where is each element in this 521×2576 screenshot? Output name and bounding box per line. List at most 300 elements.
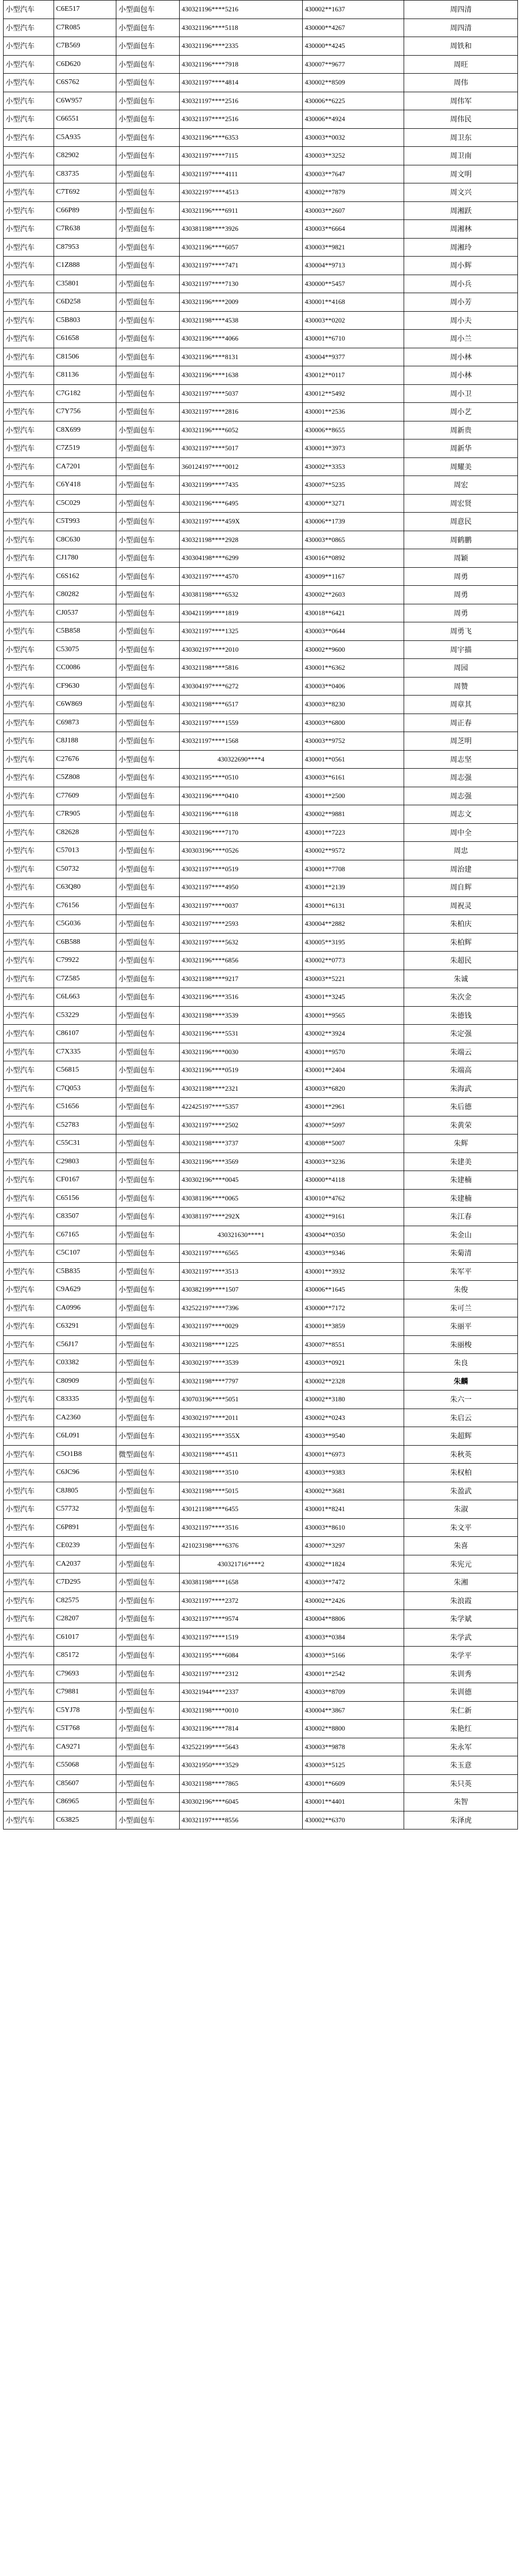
table-row [4,1354,518,1372]
plate-number-cell: C6S162 [54,567,116,586]
owner-name-cell: 周小卫 [404,384,518,403]
owner-name-cell: 朱淑 [404,1500,518,1519]
account-number-cell: 430007**5097 [303,1116,404,1134]
table-row [4,74,518,92]
table-row [4,421,518,439]
owner-name-cell: 周四清 [404,1,518,19]
plate-number-cell: C67165 [54,1226,116,1244]
account-number-cell: 430009**1167 [303,567,404,586]
plate-number-cell: C80282 [54,586,116,604]
owner-name-cell: 朱权柏 [404,1464,518,1482]
body-type-cell: 小型面包车 [116,860,180,878]
owner-name-cell: 朱金山 [404,1226,518,1244]
account-number-cell: 430006**6225 [303,92,404,110]
vehicle-type-cell: 小型汽车 [4,586,54,604]
id-number-cell: 430321197****4814 [179,74,302,92]
account-number-cell: 430001**3973 [303,439,404,458]
table-row [4,494,518,513]
body-type-cell: 小型面包车 [116,1354,180,1372]
table-row [4,1774,518,1793]
vehicle-type-cell: 小型汽车 [4,750,54,769]
owner-name-cell: 朱海武 [404,1079,518,1098]
owner-name-cell: 周伟 [404,74,518,92]
vehicle-type-cell: 小型汽车 [4,384,54,403]
owner-name-cell: 周宏 [404,476,518,495]
account-number-cell: 430003**2607 [303,201,404,220]
vehicle-type-cell: 小型汽车 [4,494,54,513]
plate-number-cell: C5C029 [54,494,116,513]
id-number-cell: 430321198****5015 [179,1482,302,1500]
owner-name-cell: 周园 [404,659,518,677]
vehicle-type-cell: 小型汽车 [4,567,54,586]
account-number-cell: 430001**2961 [303,1098,404,1116]
account-number-cell: 430001**3245 [303,988,404,1007]
body-type-cell: 小型面包车 [116,586,180,604]
table-row [4,1793,518,1811]
vehicle-type-cell: 小型汽车 [4,1591,54,1610]
body-type-cell: 小型面包车 [116,732,180,751]
body-type-cell: 小型面包车 [116,110,180,129]
id-number-cell: 430321197****2502 [179,1116,302,1134]
vehicle-type-cell: 小型汽车 [4,220,54,239]
id-number-cell: 430321196****6495 [179,494,302,513]
account-number-cell: 430003**0644 [303,622,404,641]
plate-number-cell: C86107 [54,1025,116,1043]
table-row [4,1811,518,1829]
table-row [4,1500,518,1519]
account-number-cell: 430003**5166 [303,1647,404,1665]
vehicle-type-cell: 小型汽车 [4,74,54,92]
body-type-cell: 小型面包车 [116,1134,180,1153]
owner-name-cell: 朱建美 [404,1153,518,1171]
plate-number-cell: C6W957 [54,92,116,110]
account-number-cell: 430003**8709 [303,1683,404,1702]
body-type-cell: 小型面包车 [116,1006,180,1025]
account-number-cell: 430002**3681 [303,1482,404,1500]
table-row [4,183,518,202]
plate-number-cell: C8C630 [54,531,116,549]
plate-number-cell: C55C31 [54,1134,116,1153]
table-row [4,842,518,860]
table-row [4,1153,518,1171]
plate-number-cell: C6W869 [54,696,116,714]
owner-name-cell: 周赞 [404,677,518,696]
vehicle-type-cell: 小型汽车 [4,1,54,19]
account-number-cell: 430004**2882 [303,915,404,934]
owner-name-cell: 周芝明 [404,732,518,751]
table-row [4,696,518,714]
account-number-cell: 430000**4118 [303,1171,404,1190]
table-row [4,970,518,988]
id-number-cell: 430321197****5632 [179,933,302,952]
plate-number-cell: C6E517 [54,1,116,19]
plate-number-cell: C1Z888 [54,257,116,275]
account-number-cell: 430003**9383 [303,1464,404,1482]
id-number-cell: 430321197****2516 [179,92,302,110]
plate-number-cell: C83507 [54,1208,116,1226]
owner-name-cell: 周勇 [404,604,518,622]
plate-number-cell: C7R638 [54,220,116,239]
account-number-cell: 430001**2500 [303,787,404,805]
owner-name-cell: 朱智 [404,1793,518,1811]
body-type-cell: 小型面包车 [116,1043,180,1061]
id-number-cell: 430321198****3510 [179,1464,302,1482]
account-number-cell: 430002**8509 [303,74,404,92]
body-type-cell: 小型面包车 [116,1262,180,1281]
id-number-cell: 430321197****4570 [179,567,302,586]
account-number-cell: 430003**5221 [303,970,404,988]
plate-number-cell: C6D258 [54,293,116,312]
table-row [4,348,518,366]
vehicle-type-cell: 小型汽车 [4,19,54,37]
account-number-cell: 430003**0032 [303,128,404,147]
vehicle-type-cell: 小型汽车 [4,513,54,531]
owner-name-cell: 周铁和 [404,37,518,56]
body-type-cell: 小型面包车 [116,275,180,293]
table-row [4,805,518,824]
body-type-cell: 小型面包车 [116,1464,180,1482]
body-type-cell: 小型面包车 [116,915,180,934]
vehicle-table-body [4,1,518,1829]
table-row [4,384,518,403]
vehicle-type-cell: 小型汽车 [4,659,54,677]
account-number-cell: 430002**9881 [303,805,404,824]
body-type-cell: 小型面包车 [116,659,180,677]
plate-number-cell: C5B835 [54,1262,116,1281]
owner-name-cell: 周自辉 [404,878,518,897]
account-number-cell: 430003**0921 [303,1354,404,1372]
table-row [4,732,518,751]
owner-name-cell: 朱江春 [404,1208,518,1226]
account-number-cell: 430003**0202 [303,311,404,330]
owner-name-cell: 周宏贤 [404,494,518,513]
owner-name-cell: 朱柏庆 [404,915,518,934]
table-row [4,1756,518,1775]
vehicle-type-cell: 小型汽车 [4,1665,54,1683]
account-number-cell: 430007**3297 [303,1537,404,1555]
body-type-cell: 小型面包车 [116,1025,180,1043]
plate-number-cell: CF9630 [54,677,116,696]
body-type-cell: 小型面包车 [116,1665,180,1683]
body-type-cell: 小型面包车 [116,1683,180,1702]
owner-name-cell: 周伟民 [404,110,518,129]
plate-number-cell: C69873 [54,714,116,732]
body-type-cell: 小型面包车 [116,970,180,988]
id-number-cell: 430321197****0029 [179,1317,302,1336]
vehicle-type-cell: 小型汽车 [4,1811,54,1829]
account-number-cell: 430003**5125 [303,1756,404,1775]
owner-name-cell: 周志强 [404,787,518,805]
id-number-cell: 430321196****7814 [179,1720,302,1738]
body-type-cell: 小型面包车 [116,988,180,1007]
body-type-cell: 小型面包车 [116,1,180,19]
id-number-cell: 430321196****7918 [179,55,302,74]
plate-number-cell: C35801 [54,275,116,293]
account-number-cell: 430002**3924 [303,1025,404,1043]
account-number-cell: 430001**4168 [303,293,404,312]
id-number-cell: 430322197****4513 [179,183,302,202]
id-number-cell: 430321198****1225 [179,1335,302,1354]
owner-name-cell: 周小兵 [404,275,518,293]
owner-name-cell: 周宇描 [404,640,518,659]
id-number-cell: 430321196****6856 [179,952,302,970]
owner-name-cell: 周小芳 [404,293,518,312]
body-type-cell: 小型面包车 [116,1591,180,1610]
account-number-cell: 430007**8551 [303,1335,404,1354]
table-row [4,896,518,915]
body-type-cell: 小型面包车 [116,1500,180,1519]
id-number-cell: 430321197****0519 [179,860,302,878]
id-number-cell: 430381198****6532 [179,586,302,604]
plate-number-cell: C7Q053 [54,1079,116,1098]
id-number-cell: 430321198****5816 [179,659,302,677]
owner-name-cell: 朱德钱 [404,1006,518,1025]
id-number-cell: 430321197****1325 [179,622,302,641]
id-number-cell: 430321197****1519 [179,1628,302,1647]
id-number-cell: 430321197****1559 [179,714,302,732]
table-row [4,933,518,952]
account-number-cell: 430006**4924 [303,110,404,129]
id-number-cell: 430321197****7130 [179,275,302,293]
owner-name-cell: 朱定强 [404,1025,518,1043]
owner-name-cell: 周小辉 [404,257,518,275]
account-number-cell: 430003**3252 [303,147,404,165]
plate-number-cell: C63Q80 [54,878,116,897]
body-type-cell: 小型面包车 [116,823,180,842]
id-number-cell: 430321196****3516 [179,988,302,1007]
plate-number-cell: C82902 [54,147,116,165]
owner-name-cell: 周小夫 [404,311,518,330]
account-number-cell: 430001**6973 [303,1445,404,1464]
account-number-cell: 430006**1739 [303,513,404,531]
table-row [4,55,518,74]
table-row [4,1647,518,1665]
account-number-cell: 430001**2139 [303,878,404,897]
plate-number-cell: C61658 [54,330,116,348]
body-type-cell: 小型面包车 [116,1098,180,1116]
vehicle-type-cell: 小型汽车 [4,311,54,330]
plate-number-cell: CA2037 [54,1555,116,1573]
owner-name-cell: 朱文平 [404,1518,518,1537]
plate-number-cell: C63825 [54,1811,116,1829]
body-type-cell: 小型面包车 [116,330,180,348]
id-number-cell: 430321196****2009 [179,293,302,312]
body-type-cell: 小型面包车 [116,842,180,860]
plate-number-cell: C50732 [54,860,116,878]
table-row [4,1061,518,1080]
plate-number-cell: C27676 [54,750,116,769]
owner-name-cell: 周章其 [404,696,518,714]
body-type-cell: 小型面包车 [116,1647,180,1665]
body-type-cell: 小型面包车 [116,878,180,897]
body-type-cell: 小型面包车 [116,457,180,476]
owner-name-cell: 周鹤鹏 [404,531,518,549]
vehicle-type-cell: 小型汽车 [4,1464,54,1482]
body-type-cell: 小型面包车 [116,1518,180,1537]
vehicle-type-cell: 小型汽车 [4,842,54,860]
plate-number-cell: C76156 [54,896,116,915]
owner-name-cell: 朱只英 [404,1774,518,1793]
body-type-cell: 小型面包车 [116,1793,180,1811]
id-number-cell: 430321197****2372 [179,1591,302,1610]
account-number-cell: 430004**8806 [303,1610,404,1629]
table-row [4,1683,518,1702]
plate-number-cell: C5Z808 [54,769,116,787]
vehicle-type-cell: 小型汽车 [4,1409,54,1427]
account-number-cell: 430002**8800 [303,1720,404,1738]
plate-number-cell: C8J188 [54,732,116,751]
plate-number-cell: C57732 [54,1500,116,1519]
plate-number-cell: C83335 [54,1391,116,1409]
id-number-cell: 430321197****3516 [179,1518,302,1537]
plate-number-cell: C5A935 [54,128,116,147]
owner-name-cell: 朱学平 [404,1647,518,1665]
id-number-cell: 430321197****7471 [179,257,302,275]
id-number-cell: 430321197****3513 [179,1262,302,1281]
body-type-cell: 小型面包车 [116,1299,180,1317]
table-row [4,19,518,37]
table-row [4,1299,518,1317]
table-row [4,1720,518,1738]
owner-name-cell: 朱泽虎 [404,1811,518,1829]
account-number-cell: 430003**6161 [303,769,404,787]
body-type-cell: 小型面包车 [116,165,180,183]
plate-number-cell: C5YJ78 [54,1701,116,1720]
plate-number-cell: C28207 [54,1610,116,1629]
body-type-cell: 小型面包车 [116,696,180,714]
body-type-cell: 小型面包车 [116,1555,180,1573]
table-row [4,586,518,604]
plate-number-cell: C6D620 [54,55,116,74]
id-number-cell: 430302196****6045 [179,1793,302,1811]
plate-number-cell: C6L091 [54,1427,116,1446]
vehicle-type-cell: 小型汽车 [4,1244,54,1263]
id-number-cell: 430303196****0526 [179,842,302,860]
body-type-cell: 小型面包车 [116,1628,180,1647]
vehicle-type-cell: 小型汽车 [4,677,54,696]
body-type-cell: 小型面包车 [116,750,180,769]
owner-name-cell: 朱永军 [404,1738,518,1756]
body-type-cell: 小型面包车 [116,92,180,110]
account-number-cell: 430003**7472 [303,1573,404,1592]
account-number-cell: 430001**9565 [303,1006,404,1025]
id-number-cell: 430321196****1638 [179,366,302,385]
id-number-cell: 430321198****7865 [179,1774,302,1793]
vehicle-type-cell: 小型汽车 [4,1518,54,1537]
body-type-cell: 小型面包车 [116,622,180,641]
id-number-cell: 430381198****3926 [179,220,302,239]
plate-number-cell: C61017 [54,1628,116,1647]
owner-name-cell: 周小林 [404,366,518,385]
id-number-cell: 430381197****292X [179,1208,302,1226]
vehicle-registry-table [3,0,518,1829]
body-type-cell: 小型面包车 [116,19,180,37]
plate-number-cell: C57013 [54,842,116,860]
owner-name-cell: 周勇飞 [404,622,518,641]
account-number-cell: 430016**0892 [303,549,404,568]
owner-name-cell: 朱六一 [404,1391,518,1409]
plate-number-cell: C7X335 [54,1043,116,1061]
plate-number-cell: C5T768 [54,1720,116,1738]
table-row [4,311,518,330]
id-number-cell: 430322690****4 [179,750,302,769]
owner-name-cell: 朱盈武 [404,1482,518,1500]
vehicle-type-cell: 小型汽车 [4,1774,54,1793]
plate-number-cell: C52783 [54,1116,116,1134]
owner-name-cell: 朱良 [404,1354,518,1372]
id-number-cell: 430321197****4950 [179,878,302,897]
owner-name-cell: 朱训德 [404,1683,518,1702]
vehicle-type-cell: 小型汽车 [4,1500,54,1519]
account-number-cell: 430003**9540 [303,1427,404,1446]
account-number-cell: 430001**3859 [303,1317,404,1336]
id-number-cell: 430321196****0410 [179,787,302,805]
vehicle-type-cell: 小型汽车 [4,1628,54,1647]
vehicle-type-cell: 小型汽车 [4,1701,54,1720]
body-type-cell: 小型面包车 [116,439,180,458]
account-number-cell: 430012**5492 [303,384,404,403]
owner-name-cell: 朱宪元 [404,1555,518,1573]
account-number-cell: 430002**1637 [303,1,404,19]
owner-name-cell: 朱超民 [404,952,518,970]
owner-name-cell: 周中全 [404,823,518,842]
body-type-cell: 小型面包车 [116,1372,180,1391]
plate-number-cell: C6Y418 [54,476,116,495]
account-number-cell: 430002**9572 [303,842,404,860]
id-number-cell: 360124197****0012 [179,457,302,476]
id-number-cell: 430321630****1 [179,1226,302,1244]
table-row [4,220,518,239]
body-type-cell: 小型面包车 [116,567,180,586]
body-type-cell: 小型面包车 [116,1427,180,1446]
table-row [4,787,518,805]
vehicle-type-cell: 小型汽车 [4,1079,54,1098]
vehicle-type-cell: 小型汽车 [4,1354,54,1372]
owner-name-cell: 周四清 [404,19,518,37]
id-number-cell: 430321195****355X [179,1427,302,1446]
vehicle-type-cell: 小型汽车 [4,110,54,129]
id-number-cell: 430304197****6272 [179,677,302,696]
account-number-cell: 430008**5007 [303,1134,404,1153]
vehicle-type-cell: 小型汽车 [4,1793,54,1811]
account-number-cell: 430001**6131 [303,896,404,915]
body-type-cell: 小型面包车 [116,366,180,385]
id-number-cell: 430302196****0045 [179,1171,302,1190]
table-row [4,1226,518,1244]
plate-number-cell: C6JC96 [54,1464,116,1482]
vehicle-type-cell: 小型汽车 [4,1738,54,1756]
id-number-cell: 430321195****6084 [179,1647,302,1665]
owner-name-cell: 周湘林 [404,220,518,239]
vehicle-type-cell: 小型汽车 [4,732,54,751]
id-number-cell: 430321196****4066 [179,330,302,348]
owner-name-cell: 朱秋英 [404,1445,518,1464]
id-number-cell: 430382199****1507 [179,1281,302,1299]
vehicle-type-cell: 小型汽车 [4,128,54,147]
account-number-cell: 430002**6370 [303,1811,404,1829]
plate-number-cell: C51656 [54,1098,116,1116]
account-number-cell: 430003**0406 [303,677,404,696]
account-number-cell: 430002**7879 [303,183,404,202]
body-type-cell: 小型面包车 [116,1317,180,1336]
table-row [4,714,518,732]
vehicle-type-cell: 小型汽车 [4,860,54,878]
table-row [4,1098,518,1116]
id-number-cell: 430321196****0519 [179,1061,302,1080]
plate-number-cell: C7R905 [54,805,116,824]
id-number-cell: 430121198****6455 [179,1500,302,1519]
body-type-cell: 小型面包车 [116,933,180,952]
